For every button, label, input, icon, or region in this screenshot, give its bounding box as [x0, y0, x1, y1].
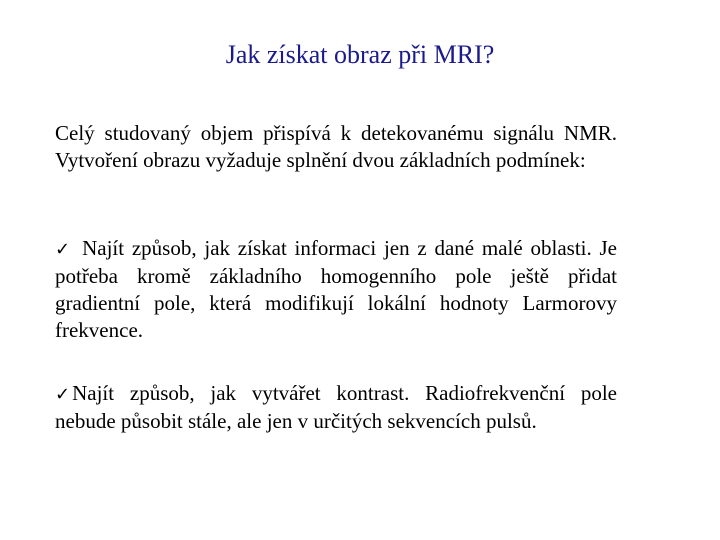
intro-paragraph: Celý studovaný objem přispívá k detekovanému signálu NMR. Vytvoření obrazu vyžaduje splnění dvou základních podmínek: — [55, 121, 617, 172]
checkmark-icon: ✓ — [55, 239, 71, 260]
condition-text: Najít způsob, jak vytvářet kontrast. Radiofrekvenční pole nebude působit stále, ale jen v určitých sekvencích pulsů. — [55, 381, 617, 433]
slide-title: Jak získat obraz při MRI? — [225, 40, 495, 69]
condition-text: Najít způsob, jak získat informaci jen z dané malé oblasti. Je potřeba kromě základního homogenního pole ještě přidat gradientní pole, která modifikují lokální hodnoty Larmorovy frekvence. — [55, 236, 617, 342]
checkmark-icon: ✓ — [55, 384, 71, 405]
condition-item — [55, 235, 617, 344]
condition-item — [55, 380, 617, 435]
